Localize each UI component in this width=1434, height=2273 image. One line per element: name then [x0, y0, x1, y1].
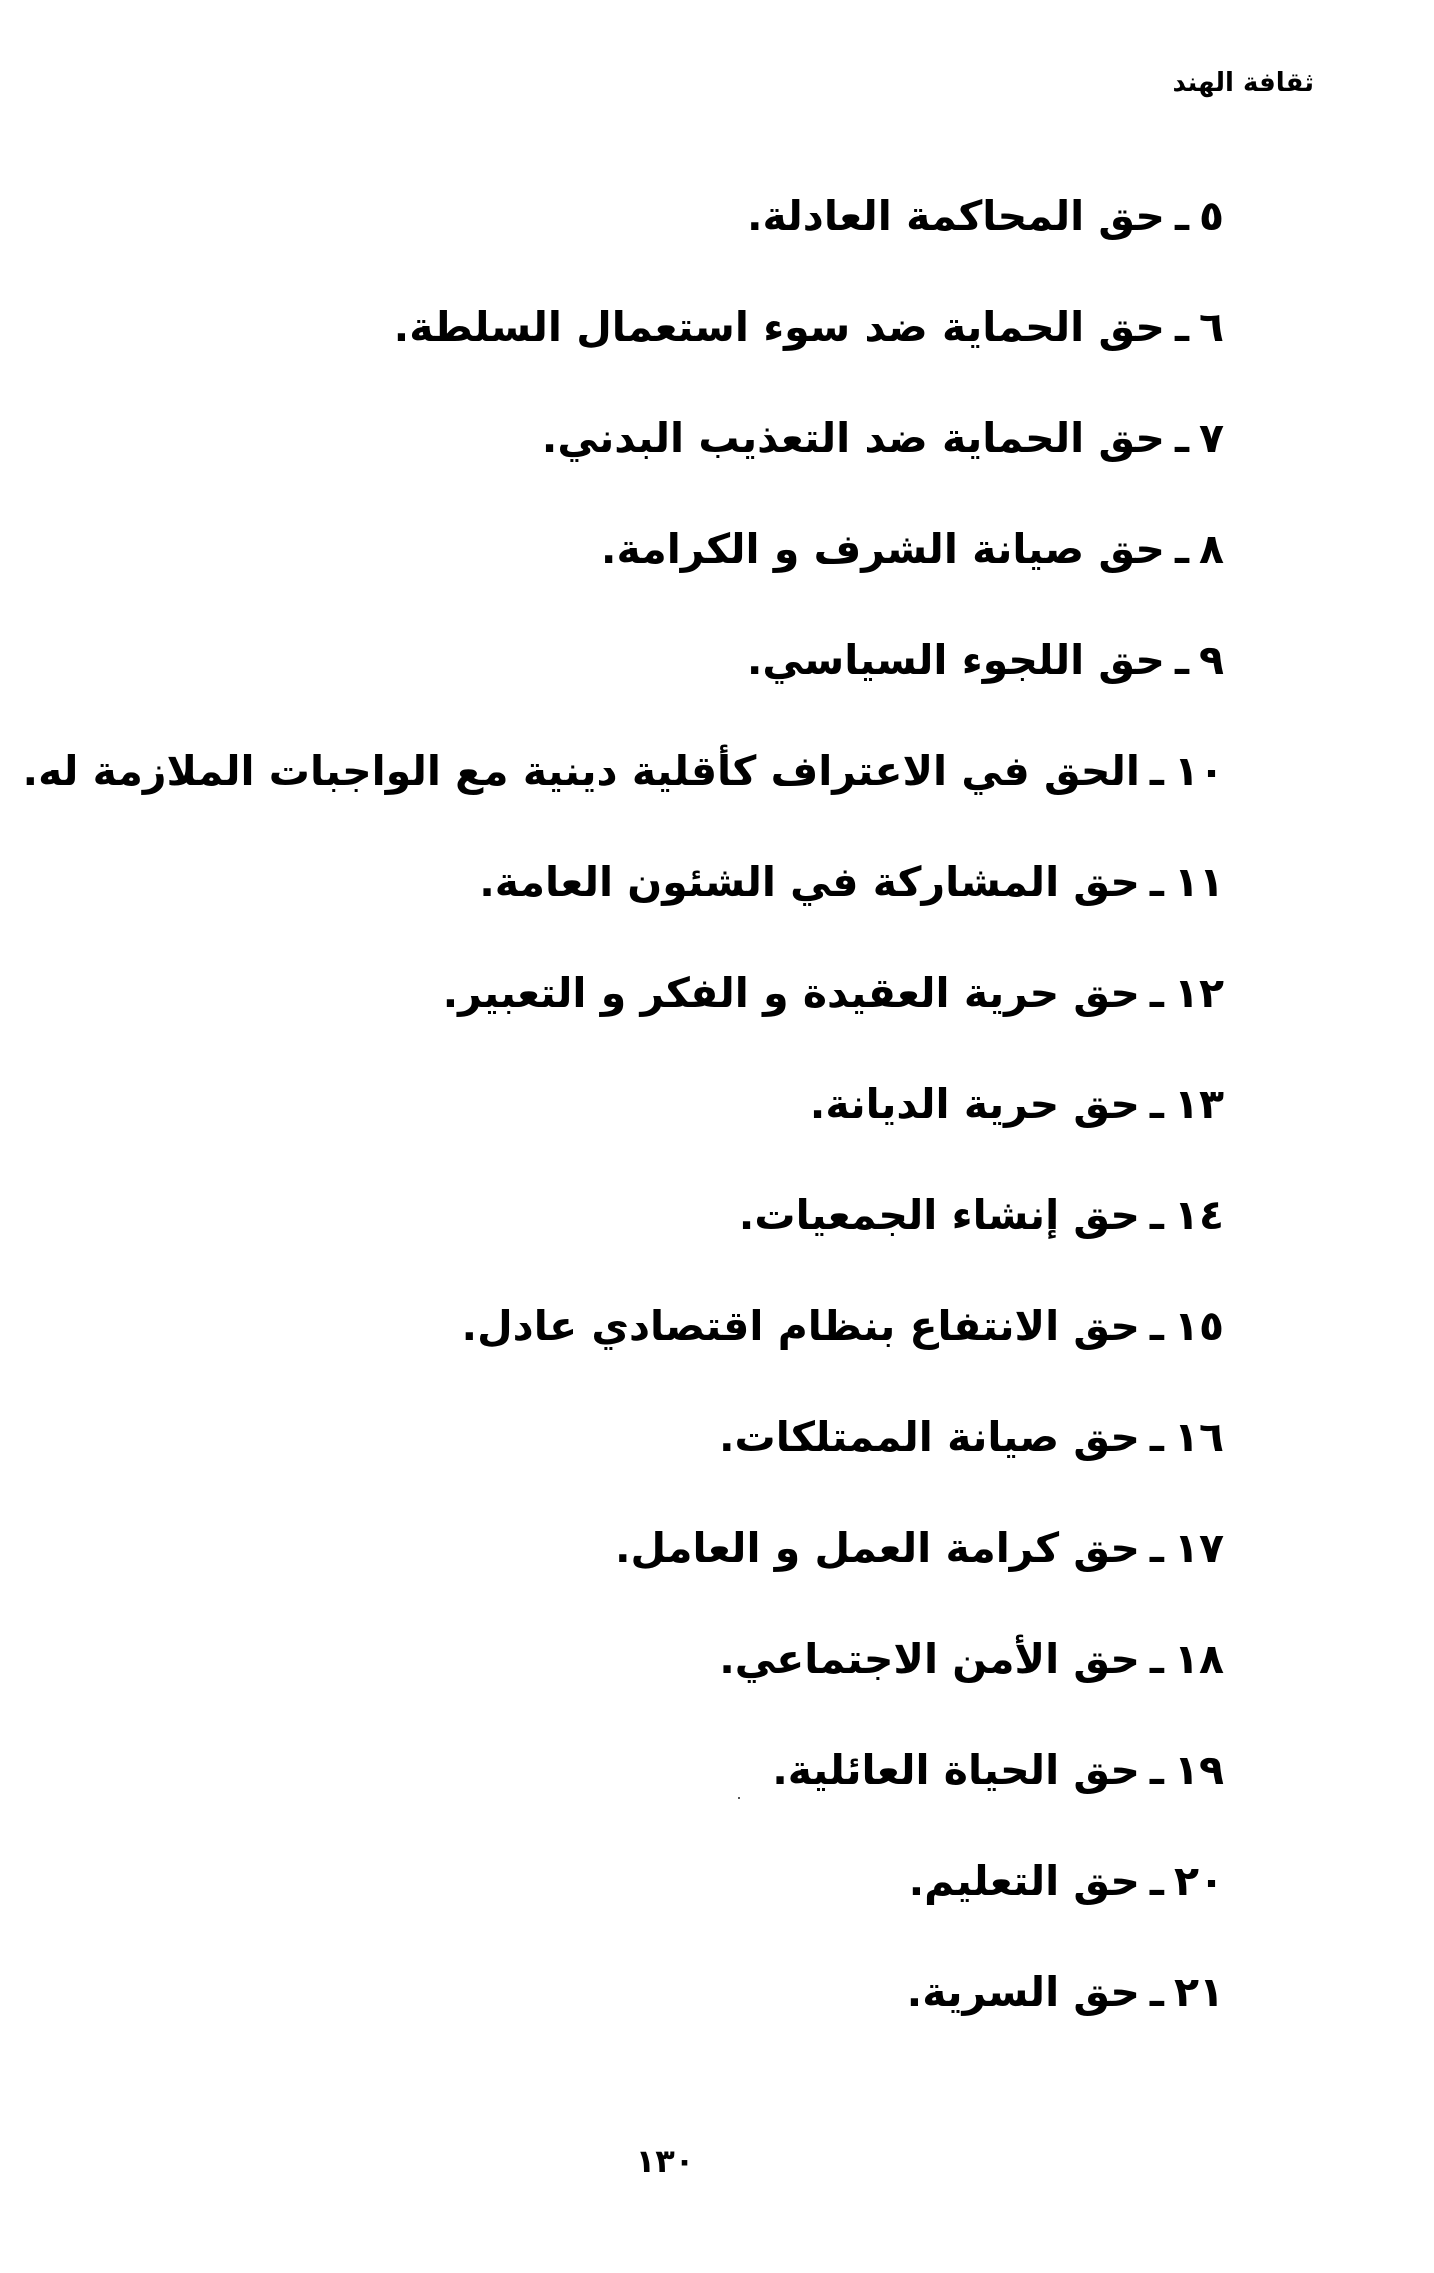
list-item — [23, 407, 1225, 518]
item-text: حق صيانة الممتلكات. — [718, 1413, 1140, 1461]
item-text: حق الانتفاع بنظام اقتصادي عادل. — [461, 1302, 1140, 1350]
list-item — [23, 1739, 1225, 1850]
item-separator: ـ — [1149, 1746, 1164, 1794]
scan-speck — [738, 1797, 740, 1799]
item-separator: ـ — [1149, 1524, 1164, 1572]
list-item — [23, 1850, 1225, 1961]
item-separator: ـ — [1174, 303, 1189, 351]
item-number: ٥ — [1198, 192, 1224, 240]
item-separator: ـ — [1174, 525, 1189, 573]
list-item — [23, 518, 1225, 629]
item-number: ٦ — [1198, 303, 1224, 351]
list-item — [23, 1406, 1225, 1517]
item-number: ٧ — [1198, 414, 1224, 462]
item-text: حق حرية الديانة. — [809, 1080, 1140, 1128]
item-separator: ـ — [1174, 414, 1189, 462]
running-header: ثقافة الهند — [1172, 68, 1314, 98]
item-number: ١٧ — [1173, 1524, 1224, 1572]
item-text: الحق في الاعتراف كأقلية دينية مع الواجبات الملازمة له. — [22, 747, 1140, 795]
item-number: ١٥ — [1173, 1302, 1224, 1350]
list-item — [23, 851, 1225, 962]
item-text: حق صيانة الشرف و الكرامة. — [600, 525, 1165, 573]
item-text: حق الأمن الاجتماعي. — [719, 1635, 1140, 1683]
list-item — [23, 740, 1225, 851]
item-separator: ـ — [1174, 636, 1189, 684]
item-number: ١٦ — [1173, 1413, 1224, 1461]
item-number: ١٨ — [1173, 1635, 1224, 1683]
list-item — [23, 1517, 1225, 1628]
rights-list — [23, 185, 1225, 2072]
item-text: حق التعليم. — [908, 1857, 1140, 1905]
item-separator: ـ — [1149, 858, 1164, 906]
item-text: حق كرامة العمل و العامل. — [614, 1524, 1140, 1572]
list-item — [23, 296, 1225, 407]
list-item — [23, 962, 1225, 1073]
list-item — [23, 185, 1225, 296]
item-number: ٩ — [1198, 636, 1224, 684]
item-number: ١٣ — [1173, 1080, 1224, 1128]
item-separator: ـ — [1149, 1191, 1164, 1239]
item-separator: ـ — [1149, 1857, 1164, 1905]
item-number: ٢٠ — [1173, 1857, 1224, 1905]
list-item — [23, 629, 1225, 740]
item-separator: ـ — [1149, 747, 1164, 795]
item-separator: ـ — [1174, 192, 1189, 240]
item-number: ٢١ — [1173, 1968, 1224, 2016]
item-number: ٨ — [1198, 525, 1224, 573]
page-number: ١٣٠ — [635, 2142, 695, 2180]
item-text: حق حرية العقيدة و الفكر و التعبير. — [442, 969, 1140, 1017]
item-number: ١٠ — [1173, 747, 1224, 795]
item-number: ١٢ — [1173, 969, 1224, 1017]
item-text: حق اللجوء السياسي. — [746, 636, 1165, 684]
item-text: حق الحياة العائلية. — [772, 1746, 1140, 1794]
item-separator: ـ — [1149, 1080, 1164, 1128]
item-number: ١١ — [1173, 858, 1224, 906]
item-number: ١٤ — [1173, 1191, 1224, 1239]
list-item — [23, 1628, 1225, 1739]
item-separator: ـ — [1149, 1413, 1164, 1461]
item-text: حق الحماية ضد سوء استعمال السلطة. — [393, 303, 1165, 351]
item-number: ١٩ — [1173, 1746, 1224, 1794]
item-separator: ـ — [1149, 1635, 1164, 1683]
item-text: حق المشاركة في الشئون العامة. — [479, 858, 1140, 906]
item-text: حق إنشاء الجمعيات. — [738, 1191, 1140, 1239]
list-item — [23, 1073, 1225, 1184]
item-separator: ـ — [1149, 969, 1164, 1017]
item-text: حق المحاكمة العادلة. — [746, 192, 1165, 240]
item-separator: ـ — [1149, 1968, 1164, 2016]
item-text: حق الحماية ضد التعذيب البدني. — [541, 414, 1165, 462]
list-item — [23, 1961, 1225, 2072]
list-item — [23, 1184, 1225, 1295]
list-item — [23, 1295, 1225, 1406]
item-text: حق السرية. — [906, 1968, 1140, 2016]
item-separator: ـ — [1149, 1302, 1164, 1350]
